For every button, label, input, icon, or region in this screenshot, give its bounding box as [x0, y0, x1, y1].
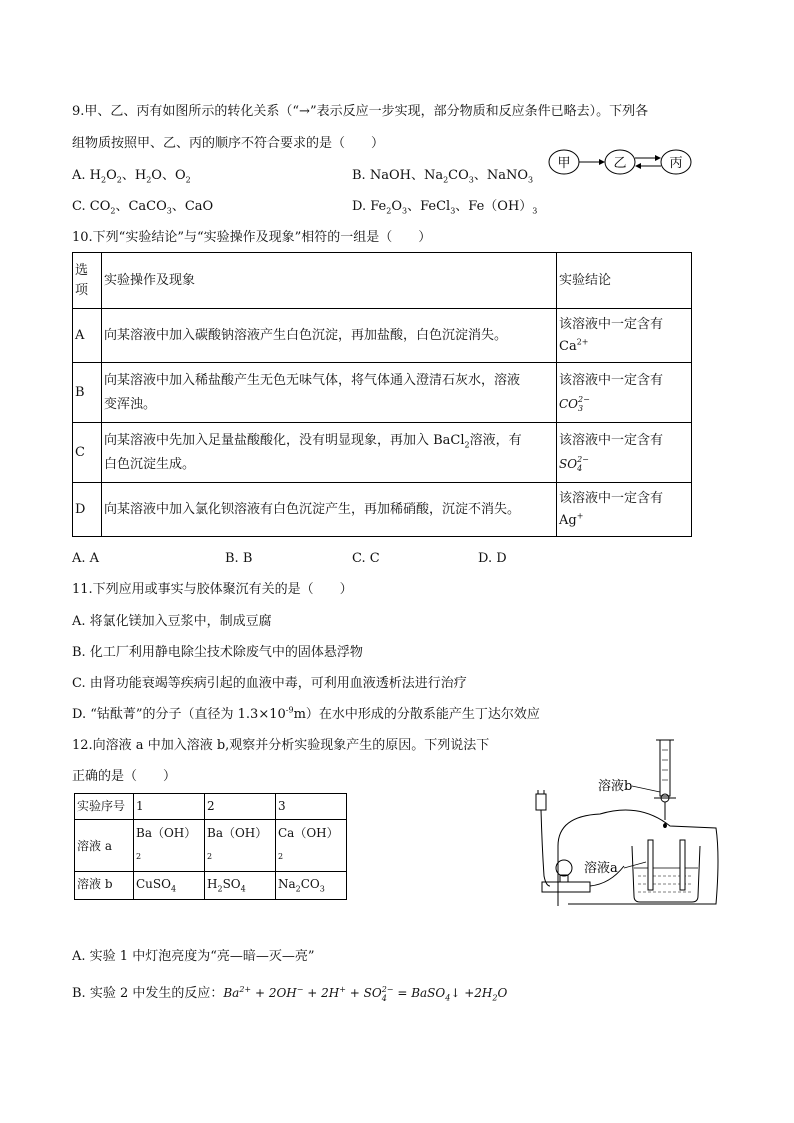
q12-header-2: 2 [205, 794, 276, 820]
q9-stem-line2: 组物质按照甲、乙、丙的顺序不符合要求的是（ ） [72, 136, 385, 151]
q10-table [72, 252, 692, 537]
q12-stem-line1: 12.向溶液 a 中加入溶液 b,观察并分析实验现象产生的原因。下列说法下 [72, 738, 490, 753]
row-d-conclusion: 该溶液中一定含有 Ag+ [557, 483, 692, 537]
table-row [73, 309, 692, 363]
q10-stem: 10.下列“实验结论”与“实验操作及现象”相符的一组是（ ） [72, 230, 432, 245]
q10-answer-d: D. D [478, 551, 507, 566]
q12-header-3: 3 [276, 794, 347, 820]
label-solution-b: 溶液b [598, 779, 633, 794]
q9-stem-line1: 9.甲、乙、丙有如图所示的转化关系（“→”表示反应一步实现，部分物质和反应条件已略去）。下列各 [72, 104, 649, 119]
q9-option-a: A. $H_2O_2$、$H_2O$、$O_2$ [72, 168, 191, 185]
q11-option-b: B. 化工厂利用静电除尘技术除废气中的固体悬浮物 [72, 645, 363, 660]
q12-cell-a3: Ca（OH） 2 [276, 820, 347, 872]
header-conclusion: 实验结论 [557, 253, 692, 309]
q9-node-yi: 乙 [613, 156, 627, 171]
q12-row-a-label: 溶液 a [75, 820, 134, 872]
row-a-operation: 向某溶液中加入碳酸钠溶液产生白色沉淀，再加盐酸，白色沉淀消失。 [102, 309, 557, 363]
table-row [73, 483, 692, 537]
q12-row-b-label: 溶液 b [75, 872, 134, 900]
table-row [73, 423, 692, 483]
q12-cell-b2: $H_2SO_4$ [205, 872, 276, 900]
q10-answer-c: C. C [352, 551, 380, 566]
row-c-operation: 向某溶液中先加入足量盐酸酸化，没有明显现象，再加入 BaCl$_2$溶液，有 白色沉淀生成。 [102, 423, 557, 483]
q9-option-b: B. NaOH、$Na_2CO_3$、NaNO$_3$ [352, 168, 534, 185]
table-row [75, 820, 347, 872]
table-row [75, 794, 347, 820]
conductivity-apparatus [520, 736, 725, 908]
row-b-option: B [73, 363, 102, 423]
q10-answer-b: B. B [225, 551, 253, 566]
row-d-option: D [73, 483, 102, 537]
q12-option-a: A. 实验 1 中灯泡亮度为“亮—暗—灭—亮” [72, 949, 315, 964]
q9-option-d: D. $Fe_2O_3$、FeCl$_3$、$Fe(OH)_3$ [352, 199, 538, 216]
q9-transformation-diagram [546, 146, 696, 178]
q12-cell-b3: $Na_2CO_3$ [276, 872, 347, 900]
header-option: 选 项 [73, 253, 102, 309]
q9-node-bing: 丙 [669, 156, 683, 171]
row-c-conclusion: 该溶液中一定含有 SO2− 4 [557, 423, 692, 483]
q10-answer-a: A. A [72, 551, 100, 566]
q12-cell-a2: Ba（OH） 2 [205, 820, 276, 872]
q11-option-d: D. “钴酞菁”的分子（直径为 $1.3\times 10^{-9}m$）在水中形成的分散系能产生丁达尔效应 [72, 705, 540, 722]
table-row [75, 872, 347, 900]
row-b-operation: 向某溶液中加入稀盐酸产生无色无味气体，将气体通入澄清石灰水，溶液 变浑浊。 [102, 363, 557, 423]
q9-node-jia: 甲 [557, 156, 571, 171]
q12-header-1: 1 [134, 794, 205, 820]
q12-option-b: B. 实验 2 中发生的反应：$Ba^{2+} + 2OH^- + 2H^+ + SO2-$ 4 = BaSO$_4$↓ $+2H_2O$ [72, 984, 508, 1003]
label-solution-a: 溶液a [584, 861, 618, 876]
row-a-option: A [73, 309, 102, 363]
q12-cell-a1: Ba（OH） 2 [134, 820, 205, 872]
header-operation: 实验操作及现象 [102, 253, 557, 309]
q12-equation: $Ba^{2+} + 2OH^- + 2H^+ + SO2-$ 4 = BaSO$_4$↓ $+2H_2O$ [223, 984, 508, 1003]
table-row [73, 363, 692, 423]
q11-option-c: C. 由肾功能衰竭等疾病引起的血液中毒，可利用血液透析法进行治疗 [72, 676, 467, 691]
row-c-option: C [73, 423, 102, 483]
table-header-row [73, 253, 692, 309]
q9-option-c: C. $CO_2$、CaCO$_3$、CaO [72, 199, 214, 216]
row-b-conclusion: 该溶液中一定含有 CO2− 3 [557, 363, 692, 423]
q12-header-seq: 实验序号 [75, 794, 134, 820]
row-a-conclusion: 该溶液中一定含有 $Ca^{2+}$ [557, 309, 692, 363]
row-d-operation: 向某溶液中加入氯化钡溶液有白色沉淀产生，再加稀硝酸，沉淀不消失。 [102, 483, 557, 537]
q12-stem-line2: 正确的是（ ） [72, 769, 177, 784]
q11-stem: 11.下列应用或事实与胶体聚沉有关的是（ ） [72, 582, 353, 597]
q12-cell-b1: CuSO$_4$ [134, 872, 205, 900]
q12-table [74, 793, 347, 900]
q11-option-a: A. 将氯化镁加入豆浆中，制成豆腐 [72, 614, 272, 629]
